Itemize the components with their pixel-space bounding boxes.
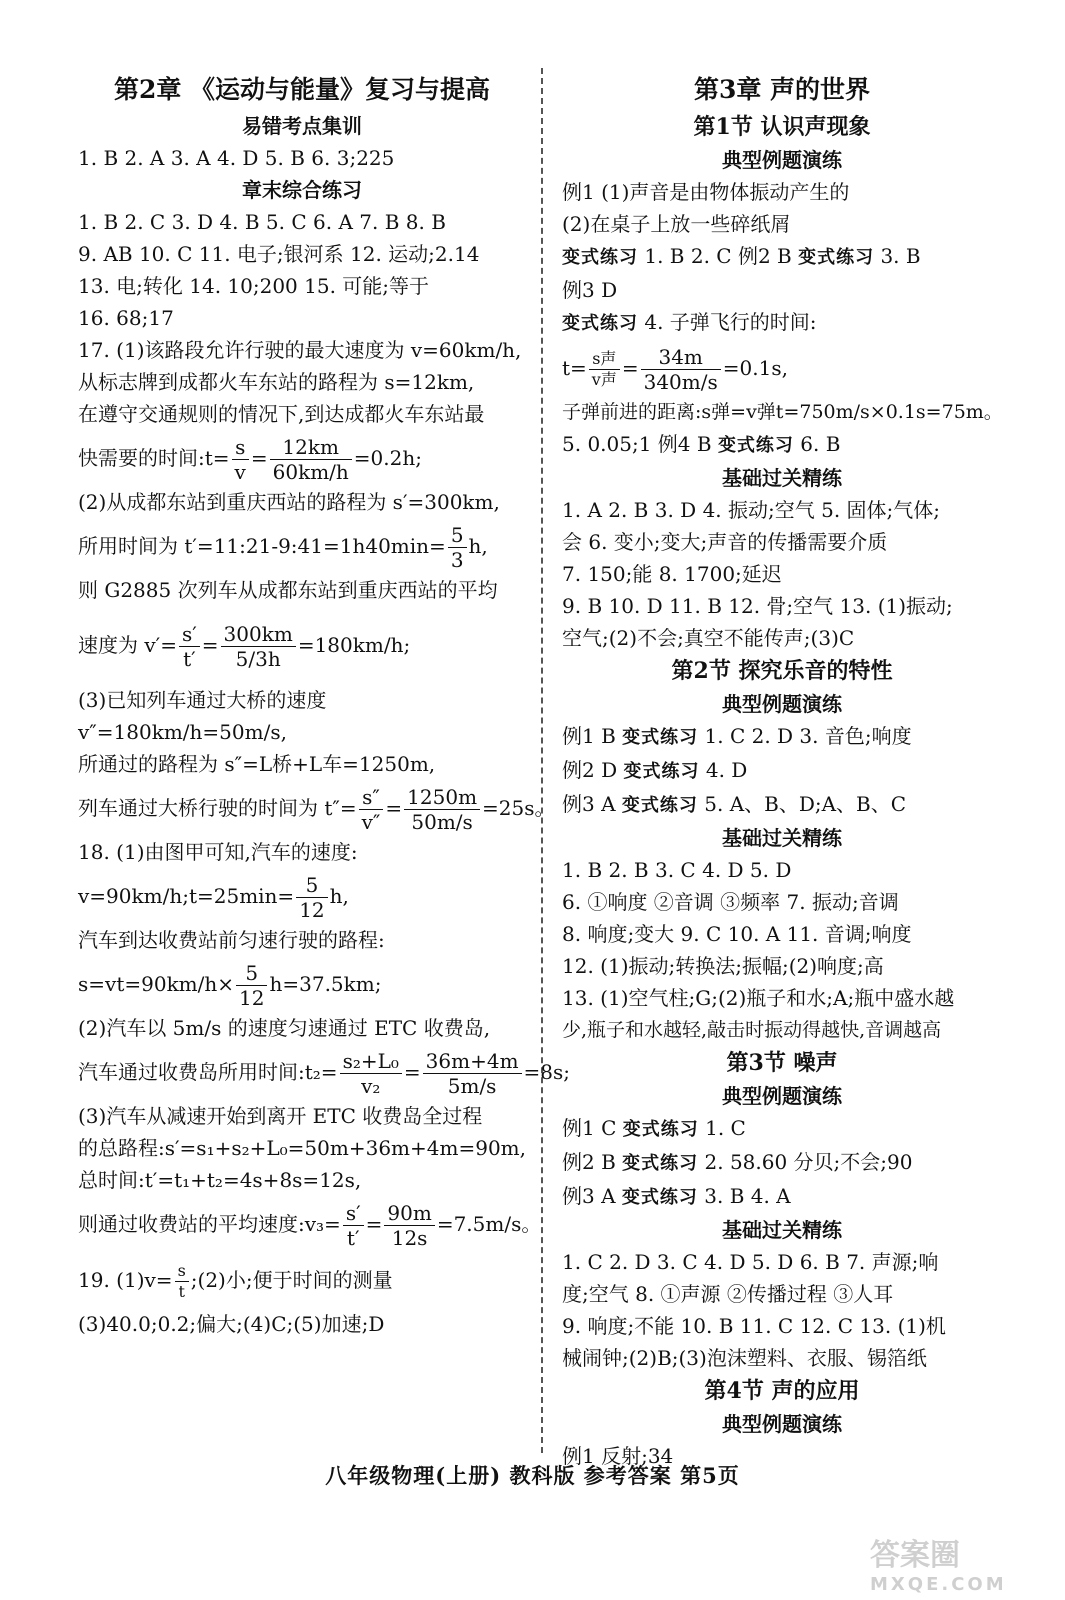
page-footer: 八年级物理(上册) 教科版 参考答案 第5页 [325,1463,740,1488]
answer-line: 快需要的时间:t= $\frac{s}{v}$ = $\frac{12km}{60km/h}$ =0.2h; [78,435,422,484]
answer-line: (3)已知列车通过大桥的速度 [78,688,327,712]
numerator: s [232,435,249,460]
answer-line: 1. B 2. A 3. A 4. D 5. B 6. 3;225 [78,146,395,170]
left-column [78,70,571,1340]
text: 6. B [793,432,841,456]
answer-line [562,1180,1002,1214]
right-column [562,70,1002,1472]
text: 1. B 2. C 例2 B [638,244,799,268]
fraction [384,1201,434,1250]
numerator: 36m+4m [423,1049,522,1074]
answer-line: 18. (1)由图甲可知,汽车的速度: [78,840,358,864]
numerator: s′ [179,622,200,647]
numerator: 5 [236,961,267,986]
fraction [175,1261,189,1302]
answer-line [562,240,1002,274]
answer-line: 的总路程:s′=s₁+s₂+L₀=50m+36m+4m=90m, [78,1136,526,1160]
answer-line: (2)汽车以 5m/s 的速度匀速通过 ETC 收费岛, [78,1016,491,1040]
answer-line: 总时间:t′=t₁+t₂=4s+8s=12s, [78,1168,362,1192]
watermark-logo [870,1530,1030,1595]
fraction [589,349,620,390]
answer-line [562,754,1002,788]
text: 5. A、B、D;A、B、C [697,792,907,816]
text: 3. B 4. A [697,1184,791,1208]
answer-line: 6. ①响度 ②音调 ③频率 7. 振动;音调 [562,890,899,914]
fraction [404,785,480,834]
answer-line: 速度为 v′= $\frac{s'}{t'}$ = $\frac{300km}{5/3h}$ =180km/h; [78,622,411,671]
denominator: v″ [361,810,381,834]
text: h, [468,534,488,558]
denominator: 12 [239,986,265,1010]
answer-line: (2)在桌子上放一些碎纸屑 [562,212,791,236]
denominator: 5/3h [235,647,281,671]
numerator: 12km [270,435,352,460]
watermark-url: MXQE.COM [870,1574,1007,1595]
exercise-label: 变式练习 [622,1119,699,1140]
numerator: 5 [448,523,467,548]
answer-line: 则 G2885 次列车从成都东站到重庆西站的平均 [78,578,498,602]
text: 19. (1)v= [78,1268,173,1292]
answer-line [78,868,526,924]
section-heading: 典型例题演练 [722,148,842,172]
answer-line: 例1 反射;34 [562,1444,674,1468]
exercise-label: 变式练习 [717,435,794,456]
answer-line: 列车通过大桥行驶的时间为 t″= $\frac{s''}{v''}$ = $\frac{1250m}{50m/s}$ =25s。 [78,785,555,834]
fraction [236,961,267,1010]
numerator: s [175,1261,189,1282]
fraction [448,523,467,572]
answer-line: 械闹钟;(2)B;(3)泡沫塑料、衣服、锡箔纸 [562,1346,927,1370]
denominator: v [234,460,246,484]
text: 例1 C [562,1116,623,1140]
text: =7.5m/s。 [436,1212,542,1236]
answer-line [78,518,526,574]
answer-line: 1. A 2. B 3. D 4. 振动;空气 5. 固体;气体; [562,498,941,522]
numerator: s′ [343,1201,364,1226]
text: =8s; [523,1060,571,1084]
text: =25s。 [482,796,555,820]
exercise-label: 变式练习 [622,727,699,748]
column-divider [541,68,543,1453]
denominator: 3 [450,548,464,572]
answer-line [78,956,526,1012]
denominator: t [178,1282,185,1301]
answer-line: 9. B 10. D 11. B 12. 骨;空气 13. (1)振动; [562,594,953,618]
fraction [221,622,296,671]
fraction [423,1049,522,1098]
answer-line: v″=180km/h=50m/s, [78,720,287,744]
text: 例3 A [562,792,622,816]
numerator: s″ [359,785,384,810]
section-title: 第2节 探究乐音的特性 [671,658,893,684]
answer-line: 则通过收费站的平均速度:v₃= $\frac{s'}{t'}$ = $\frac{90m}{12s}$ =7.5m/s。 [78,1201,542,1250]
fraction [179,622,200,671]
text: 4. D [699,758,748,782]
text: =0.1s, [722,356,788,380]
denominator: 12 [299,898,325,922]
text: 1. C 2. D 3. 音色;响度 [698,724,912,748]
text: 汽车通过收费岛所用时间:t₂= [78,1060,338,1084]
section-heading: 易错考点集训 [242,114,362,138]
section-title: 第1节 认识声现象 [693,114,871,140]
numerator: 300km [221,622,296,647]
text: 快需要的时间:t= [78,446,230,470]
numerator: s声 [589,349,620,370]
section-heading: 基础过关精练 [722,1218,842,1242]
denominator: 340m/s [643,370,718,394]
text: 例3 A [562,1184,622,1208]
answer-line: 汽车通过收费岛所用时间:t₂= $\frac{\text{s₂+L₀}}{\text{v₂}}$ = $\frac{36m+4m}{5m/s}$ =8s; [78,1049,571,1098]
fraction [296,873,327,922]
answer-line: 9. AB 10. C 11. 电子;银河系 12. 运动;2.14 [78,242,480,266]
answer-line: 17. (1)该路段允许行驶的最大速度为 v=60km/h, [78,338,522,362]
fraction [270,435,352,484]
text: 速度为 v′= [78,633,177,657]
text: 所用时间为 t′=11:21-9:41=1h40min= [78,534,446,558]
section-heading: 典型例题演练 [722,692,842,716]
text: 例1 B [562,724,623,748]
answer-line: (3)40.0;0.2;偏大;(4)C;(5)加速;D [78,1312,385,1336]
numerator: 90m [384,1201,434,1226]
fraction [641,345,721,394]
exercise-label: 变式练习 [798,247,875,268]
exercise-label: 变式练习 [623,761,700,782]
denominator: 5m/s [447,1074,497,1098]
exercise-label: 变式练习 [621,1187,698,1208]
text: 例2 D [562,758,624,782]
answer-line: 7. 150;能 8. 1700;延迟 [562,562,782,586]
text: 4. 子弹飞行的时间: [638,310,817,334]
answer-line: 度;空气 8. ①声源 ②传播过程 ③人耳 [562,1282,894,1306]
answer-line: t= $\frac{\text{s声}}{\text{v声}}$ = $\frac{34m}{340m/s}$ =0.1s, [562,345,788,394]
answer-line: 1. B 2. B 3. C 4. D 5. D [562,858,792,882]
answer-line [562,1146,1002,1180]
text: ;(2)小;便于时间的测量 [190,1268,393,1292]
exercise-label: 变式练习 [622,1153,699,1174]
fraction [359,785,384,834]
answer-line: 空气;(2)不会;真空不能传声;(3)C [562,626,855,650]
numerator: s₂+L₀ [340,1049,402,1074]
text: s=vt=90km/h× [78,972,235,996]
answer-line: 例1 (1)声音是由物体振动产生的 [562,180,850,204]
answer-line [562,720,1002,754]
answer-line: 9. 响度;不能 10. B 11. C 12. C 13. (1)机 [562,1314,946,1338]
exercise-label: 变式练习 [562,313,638,334]
answer-line: 少,瓶子和水越轻,敲击时振动得越快,音调越高 [562,1019,942,1041]
numerator: 34m [641,345,721,370]
text: 例2 B [562,1150,623,1174]
text: 列车通过大桥行驶的时间为 t″= [78,796,357,820]
numerator: 1250m [404,785,480,810]
numerator: 5 [296,873,327,898]
text: 2. 58.60 分贝;不会;90 [698,1150,913,1174]
section-title: 第4节 声的应用 [704,1378,860,1404]
exercise-label: 变式练习 [562,247,638,268]
text: 5. 0.05;1 例4 B [562,432,718,456]
chapter-title: 第3章 声的世界 [693,75,871,104]
text: 则通过收费站的平均速度:v₃= [78,1212,341,1236]
answer-line [562,1112,1002,1146]
watermark-text: 答案圈 [870,1538,960,1573]
answer-line: 在遵守交通规则的情况下,到达成都火车东站最 [78,402,485,426]
answer-line: 汽车到达收费站前匀速行驶的路程: [78,928,385,952]
answer-line: 子弹前进的距离:s弹=v弹t=750m/s×0.1s=75m。 [562,401,1003,423]
answer-line: (3)汽车从减速开始到离开 ETC 收费岛全过程 [78,1104,483,1128]
text: 3. B [874,244,921,268]
answer-line: (2)从成都东站到重庆西站的路程为 s′=300km, [78,490,500,514]
answer-line: 1. C 2. D 3. C 4. D 5. D 6. B 7. 声源;响 [562,1250,939,1274]
answer-line [562,428,1002,462]
denominator: 12s [391,1226,428,1250]
exercise-label: 变式练习 [621,795,698,816]
section-heading: 基础过关精练 [722,826,842,850]
answer-line: 16. 68;17 [78,306,174,330]
answer-line: 例3 D [562,278,618,302]
denominator: v声 [591,370,617,389]
fraction [340,1049,402,1098]
answer-line: 从标志牌到成都火车东站的路程为 s=12km, [78,370,475,394]
fraction [343,1201,364,1250]
fraction [232,435,249,484]
denominator: v₂ [361,1074,381,1098]
text: h=37.5km; [269,972,382,996]
chapter-title: 第2章 《运动与能量》复习与提高 [113,75,491,104]
text: h, [329,884,349,908]
answer-line: 会 6. 变小;变大;声音的传播需要介质 [562,530,888,554]
text: v=90km/h;t=25min= [78,884,295,908]
denominator: t′ [183,647,196,671]
answer-line: 8. 响度;变大 9. C 10. A 11. 音调;响度 [562,922,912,946]
text: t= [562,356,587,380]
section-heading: 章末综合练习 [242,178,362,202]
text: 1. C [698,1116,746,1140]
answer-line [562,306,1002,340]
denominator: 50m/s [411,810,473,834]
section-heading: 典型例题演练 [722,1084,842,1108]
answer-line: 13. (1)空气柱;G;(2)瓶子和水;A;瓶中盛水越 [562,986,955,1010]
answer-line [562,788,1002,822]
answer-line: 12. (1)振动;转换法;振幅;(2)响度;高 [562,954,884,978]
answer-line: 13. 电;转化 14. 10;200 15. 可能;等于 [78,274,430,298]
denominator: 60km/h [272,460,349,484]
section-heading: 基础过关精练 [722,466,842,490]
section-heading: 典型例题演练 [722,1412,842,1436]
answer-line: 1. B 2. C 3. D 4. B 5. C 6. A 7. B 8. B [78,210,446,234]
text: =0.2h; [353,446,422,470]
answer-line: 所通过的路程为 s″=L桥+L车=1250m, [78,752,436,776]
text: =180km/h; [297,633,411,657]
answer-line [78,1252,526,1308]
denominator: t′ [346,1226,360,1250]
section-title: 第3节 噪声 [726,1050,838,1076]
